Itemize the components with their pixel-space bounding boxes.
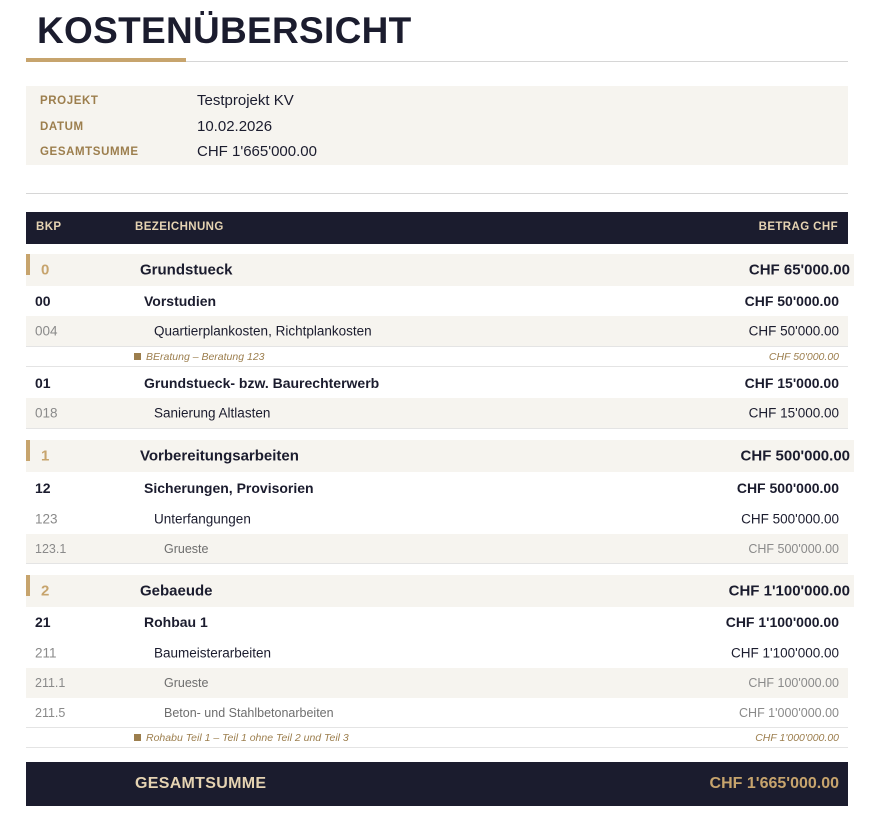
row-description: Grueste — [164, 676, 209, 690]
row-amount: CHF 65'000.00 — [748, 261, 850, 279]
bkp-code: 211 — [35, 645, 57, 660]
note-amount: CHF 50'000.00 — [768, 351, 839, 363]
table-row — [26, 440, 854, 472]
section-divider — [26, 193, 848, 194]
table-row — [26, 254, 854, 286]
bkp-code: 1 — [41, 447, 50, 465]
row-amount: CHF 1'100'000.00 — [725, 614, 839, 630]
note-square-icon — [134, 353, 141, 360]
row-amount: CHF 1'000'000.00 — [739, 705, 839, 720]
grand-total-label: GESAMTSUMME — [135, 775, 267, 792]
row-amount: CHF 50'000.00 — [744, 293, 839, 309]
row-amount: CHF 100'000.00 — [748, 676, 839, 690]
row-description: Unterfangungen — [154, 511, 251, 526]
table-row — [26, 316, 848, 347]
table-row — [26, 607, 848, 637]
row-description: Beton- und Stahlbetonarbeiten — [164, 705, 334, 720]
row-amount: CHF 1'100'000.00 — [728, 582, 850, 600]
row-note — [26, 729, 848, 748]
row-amount: CHF 500'000.00 — [740, 447, 850, 465]
row-description: Grundstueck — [140, 261, 233, 279]
info-value: CHF 1'665'000.00 — [197, 143, 317, 160]
group-accent-marker — [26, 254, 30, 275]
row-description: Sanierung Altlasten — [154, 405, 271, 421]
table-row — [26, 503, 848, 534]
row-amount: CHF 50'000.00 — [748, 323, 839, 339]
row-description: Grundstueck- bzw. Baurechterwerb — [144, 375, 380, 391]
table-row — [26, 473, 848, 503]
info-row-projekt — [26, 87, 848, 113]
project-info-box — [26, 86, 848, 165]
bkp-code: 01 — [35, 375, 51, 391]
bkp-code: 2 — [41, 582, 50, 600]
note-amount: CHF 1'000'000.00 — [755, 732, 839, 744]
bkp-code: 018 — [35, 405, 58, 421]
note-square-icon — [134, 734, 141, 741]
column-header-bkp: BKP — [36, 221, 62, 233]
info-row-gesamtsumme — [26, 138, 848, 164]
row-description: Gebaeude — [140, 582, 213, 600]
info-value: 10.02.2026 — [197, 118, 273, 135]
table-row — [26, 575, 854, 607]
bkp-code: 123.1 — [35, 541, 67, 556]
grand-total-amount: CHF 1'665'000.00 — [709, 775, 839, 792]
column-header-betrag: BETRAG CHF — [758, 221, 838, 233]
column-header-bezeichnung: BEZEICHNUNG — [135, 221, 224, 233]
bkp-code: 123 — [35, 511, 58, 526]
bkp-code: 004 — [35, 323, 58, 339]
info-label: PROJEKT — [40, 95, 99, 107]
table-row — [26, 534, 848, 564]
table-header — [26, 212, 848, 244]
bkp-code: 21 — [35, 614, 51, 630]
bkp-code: 12 — [35, 480, 51, 496]
note-text: Rohabu Teil 1 – Teil 1 ohne Teil 2 und Teil 3 — [146, 732, 349, 744]
table-row — [26, 637, 848, 668]
info-row-datum — [26, 113, 848, 139]
row-note — [26, 348, 848, 367]
row-description: Grueste — [164, 541, 209, 556]
bkp-code: 211.1 — [35, 676, 66, 690]
row-description: Quartierplankosten, Richtplankosten — [154, 323, 372, 339]
row-description: Vorstudien — [144, 293, 217, 309]
table-row — [26, 398, 848, 429]
row-description: Vorbereitungsarbeiten — [140, 447, 299, 465]
bkp-code: 211.5 — [35, 705, 66, 720]
row-amount: CHF 15'000.00 — [744, 375, 839, 391]
row-amount: CHF 15'000.00 — [748, 405, 839, 421]
row-amount: CHF 500'000.00 — [748, 541, 839, 556]
row-description: Baumeisterarbeiten — [154, 645, 272, 660]
info-label: GESAMTSUMME — [40, 146, 139, 158]
bkp-code: 0 — [41, 261, 50, 279]
table-row — [26, 668, 848, 698]
note-text: BEratung – Beratung 123 — [146, 351, 265, 363]
info-value: Testprojekt KV — [197, 92, 294, 109]
row-description: Sicherungen, Provisorien — [144, 480, 314, 496]
row-amount: CHF 500'000.00 — [736, 480, 839, 496]
table-row — [26, 698, 848, 728]
group-accent-marker — [26, 440, 30, 461]
table-row — [26, 286, 848, 316]
row-amount: CHF 1'100'000.00 — [731, 645, 839, 660]
page-title: KOSTENÜBERSICHT — [37, 10, 412, 51]
row-description: Rohbau 1 — [144, 614, 208, 630]
group-accent-marker — [26, 575, 30, 596]
info-label: DATUM — [40, 121, 84, 133]
bkp-code: 00 — [35, 293, 51, 309]
table-row — [26, 368, 848, 398]
title-accent-bar — [26, 58, 186, 62]
grand-total-bar — [26, 762, 848, 806]
row-amount: CHF 500'000.00 — [741, 511, 839, 526]
